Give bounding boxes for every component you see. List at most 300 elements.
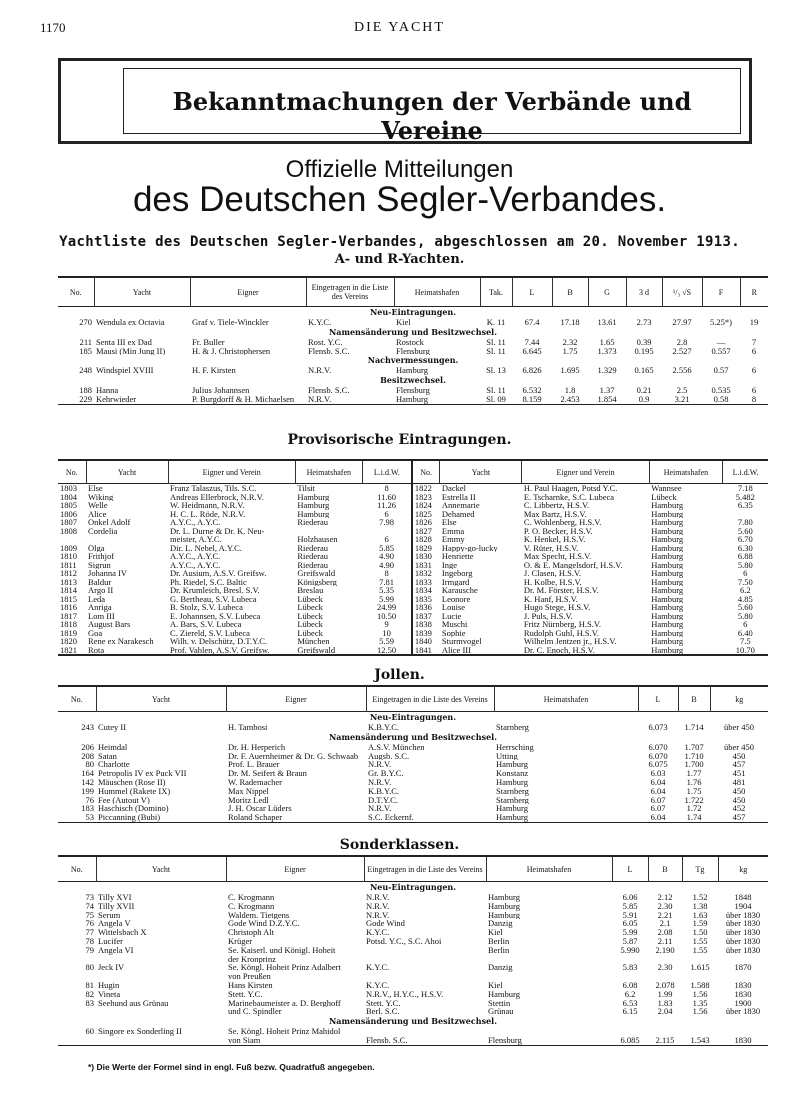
table-cell: über 1830 (725, 910, 761, 920)
table-cell: 1820 (60, 637, 77, 646)
table-cell: J. Puls, H.S.V. (523, 611, 573, 620)
table-cell: A.Y.C., A.Y.C. (170, 518, 221, 527)
table-cell: K.Y.C. (366, 980, 390, 990)
table-cell: 5.482 (735, 492, 755, 501)
subsection-title: Nachvermessungen. (367, 355, 459, 366)
table-cell: Stett. Y.C. (366, 998, 401, 1008)
table-cell (362, 527, 412, 536)
table-cell: 183 (81, 804, 94, 814)
table-cell: W. Rademacher (228, 777, 282, 787)
table-cell: 248 (79, 366, 92, 376)
table-row (58, 527, 768, 536)
table-cell: Dr. F. Auernheimer & Dr. G. Schwaab (228, 751, 359, 761)
table-cell: Hamburg (651, 577, 684, 586)
table-cell: Ingeborg (441, 569, 473, 578)
table-cell: N.R.V. (308, 366, 332, 376)
subsection-row (58, 882, 768, 894)
column-header: Tak. (480, 277, 512, 307)
table-cell: 1.373 (597, 346, 617, 356)
table-cell: 450 (732, 786, 746, 796)
table-cell: 1830 (734, 980, 752, 990)
table-row (58, 902, 768, 911)
table-cell: P. O. Becker, H.S.V. (523, 526, 593, 535)
table-cell: über 1830 (725, 936, 761, 946)
table-cell: 11.26 (377, 501, 396, 510)
table-cell: 6 (384, 535, 389, 544)
table-cell: Leda (88, 594, 106, 603)
table-cell: 164 (81, 769, 94, 778)
table-cell: J. H. Oscar Lüders (228, 804, 292, 814)
table-row (58, 955, 768, 964)
table-cell: 2.8 (676, 337, 688, 347)
table-cell: Hamburg (496, 804, 528, 814)
table-cell: S.C. Eckernf. (368, 813, 414, 823)
table-cell: 73 (85, 893, 94, 902)
table-cell: über 1830 (725, 1007, 761, 1017)
table-cell: München (297, 637, 330, 646)
subsection-row (58, 375, 768, 386)
table-cell: 1.75 (562, 346, 578, 356)
table-cell: Lom III (88, 611, 115, 620)
table-cell: Wendula ex Octavia (96, 318, 165, 327)
table-cell: 1830 (734, 1035, 752, 1045)
table-cell: Breslau (297, 586, 324, 595)
table-cell: N.R.V. (368, 760, 392, 770)
table-cell: Argo II (88, 586, 114, 595)
table-cell: 6.05 (622, 919, 638, 929)
table-row (58, 578, 768, 587)
table-cell: 77 (85, 928, 94, 937)
table-cell: 1826 (412, 518, 440, 527)
table-cell: Berlin (488, 936, 510, 946)
table-row (58, 501, 768, 510)
table-cell: Kiel (488, 980, 503, 990)
table-cell (295, 527, 362, 536)
table-cell: Dackel (441, 483, 466, 493)
table-cell: Krüger (228, 936, 253, 946)
provisional-heading: Provisorische Eintragungen. (287, 432, 512, 448)
table-cell: 1812 (60, 569, 77, 578)
table-cell: 229 (79, 394, 92, 404)
subsection-title: Namensänderung und Besitzwechsel. (328, 731, 497, 742)
table-cell (723, 510, 768, 519)
table-cell: 6.645 (522, 346, 542, 356)
table-cell: Konstanz (496, 769, 529, 778)
table-cell: Sl. 11 (486, 337, 506, 347)
table-cell: 452 (732, 804, 746, 814)
table-cell: Hamburg (651, 569, 684, 578)
table-cell: E. Tscharnke, S.C. Lubeca (523, 492, 615, 501)
table-cell: Flensb. S.C. (308, 386, 350, 395)
intro-heading-2: des Deutschen Segler-Verbandes. (132, 180, 667, 219)
table-cell: 270 (79, 318, 92, 327)
table-cell: Rota (88, 645, 105, 655)
table-row (58, 778, 768, 787)
table-row (58, 493, 768, 502)
table-cell: 1839 (412, 629, 440, 638)
table-row (58, 561, 768, 570)
table-cell: Hamburg (297, 492, 330, 501)
table-cell: 2.1 (659, 919, 671, 929)
table-cell: Angela V (98, 919, 131, 929)
table-cell: Onkel Adolf (88, 518, 131, 527)
table-cell: Berl. S.C. (366, 1007, 400, 1017)
table-cell: D.T.Y.C. (368, 795, 398, 805)
table-row (58, 552, 768, 561)
table-row (58, 919, 768, 928)
table-cell: Sturmvogel (441, 637, 482, 646)
table-cell: 9 (384, 620, 389, 629)
table-cell: 1813 (60, 577, 77, 586)
table-cell: 1.59 (692, 919, 708, 929)
table-row (58, 787, 768, 796)
table-cell: 1.55 (692, 945, 708, 955)
table-cell: 1831 (412, 561, 440, 570)
table-cell: Senta III ex Dad (96, 337, 152, 347)
table-cell: Louise (441, 603, 466, 612)
table-cell: Prof. L. Brauer (228, 760, 280, 770)
table-cell: 5.87 (622, 936, 638, 946)
table-cell: 2.32 (562, 337, 578, 347)
table-row (58, 338, 768, 347)
table-cell: 53 (85, 813, 94, 823)
table-cell: Prof. Vahlen, A.S.V. Greifsw. (170, 645, 270, 655)
table-cell: 0.39 (636, 337, 652, 347)
table-cell: N.R.V. (366, 910, 390, 920)
table-cell: Rudolph Guhl, H.S.V. (523, 628, 599, 637)
table-cell: K. 11 (486, 318, 506, 327)
ar-yachts-table (58, 276, 768, 405)
table-cell (718, 1027, 768, 1036)
table-cell: Dr. Ausium, A.S.V. Greifsw. (170, 569, 267, 578)
table-cell: Utting (496, 751, 518, 761)
table-cell: Danzig (488, 963, 513, 973)
column-header: R (740, 277, 768, 307)
table-cell (682, 1027, 718, 1036)
table-cell: 1828 (412, 535, 440, 544)
table-cell: Hamburg (488, 901, 520, 911)
table-cell: 5.60 (737, 526, 753, 535)
table-cell: Singore ex Sonderling II (98, 1027, 182, 1036)
table-cell: Hanna (96, 386, 119, 395)
table-cell: Dr. M. Förster, H.S.V. (523, 586, 599, 595)
column-header: Heimatshafen (295, 460, 362, 484)
page-number: 1170 (40, 20, 66, 35)
subsection-title: Neu-Eintragungen. (369, 882, 457, 892)
table-cell: Dr. Krumleich, Bresl. S.V. (170, 586, 260, 595)
column-header: Yacht (96, 856, 226, 882)
table-cell: Cutey II (98, 723, 127, 732)
column-header: Eigner (226, 686, 366, 712)
table-cell (612, 955, 648, 964)
table-cell (86, 535, 168, 544)
table-cell: A. Bars, S.V. Lubeca (170, 620, 242, 629)
table-cell: Dr. H. Herperich (228, 742, 286, 752)
table-cell: Wannsee (651, 483, 682, 493)
table-cell: 1.710 (684, 751, 704, 761)
table-row (58, 1027, 768, 1036)
table-cell: 78 (85, 936, 94, 946)
table-cell: über 1830 (725, 919, 761, 929)
table-cell: 1837 (412, 612, 440, 621)
table-cell (58, 1007, 96, 1016)
table-row (58, 612, 768, 621)
table-cell: 6.53 (622, 998, 638, 1008)
subsection-row (58, 327, 768, 338)
table-cell: Hugin (98, 980, 120, 990)
table-cell: 4.85 (737, 594, 753, 603)
table-cell (648, 955, 682, 964)
table-cell: Sigrun (88, 560, 111, 569)
table-cell (648, 972, 682, 981)
table-cell: 1.50 (692, 928, 708, 937)
table-cell: 5.59 (379, 637, 394, 646)
section-banner (58, 58, 752, 144)
table-cell: 1.854 (597, 394, 617, 404)
table-cell: Hamburg (651, 620, 684, 629)
table-cell: meister, A.Y.C. (170, 535, 222, 544)
table-cell: Sl. 11 (486, 386, 506, 395)
table-cell: Sl. 09 (486, 394, 506, 404)
table-cell: Jeck IV (98, 963, 125, 973)
table-cell: Fritz Nürnberg, H.S.V. (523, 620, 602, 629)
subsection-row (58, 307, 768, 319)
table-cell: 6.70 (737, 535, 753, 544)
table-cell: 450 (732, 795, 746, 805)
table-cell: 6.04 (650, 813, 666, 823)
table-cell: Flensburg (488, 1035, 522, 1045)
table-cell: 5.80 (737, 611, 753, 620)
table-cell (718, 955, 768, 964)
table-cell: 1.76 (686, 777, 702, 787)
table-cell: A.Y.C., A.Y.C. (170, 552, 221, 561)
table-cell: über 450 (724, 742, 754, 752)
table-cell: 1840 (412, 637, 440, 646)
column-header: No. (70, 694, 83, 704)
table-cell: Anriga (88, 603, 112, 612)
table-cell: K. Henkel, H.S.V. (523, 535, 586, 544)
table-cell: 1.56 (692, 1007, 708, 1017)
table-cell: 243 (81, 723, 94, 732)
table-cell: 2.5 (676, 386, 688, 395)
table-row (58, 804, 768, 813)
table-cell: 5.990 (620, 945, 640, 955)
table-cell (58, 972, 96, 981)
table-cell: Greifswald (297, 569, 336, 578)
table-cell: Max Nippel (228, 786, 269, 796)
table-cell: — (716, 337, 726, 347)
table-cell: Hamburg (651, 603, 684, 612)
table-cell: Marinebaumeister a. D. Berghoff (228, 998, 341, 1008)
table-cell: Dehamed (441, 509, 475, 518)
column-header: Yacht (94, 277, 190, 307)
table-cell: 1.35 (692, 998, 708, 1008)
table-cell: H. Paul Haagen, Potsd Y.C. (523, 483, 618, 493)
table-cell (96, 1007, 226, 1016)
table-cell: N.R.V. (366, 893, 390, 902)
table-cell: N.R.V. (368, 777, 392, 787)
table-cell: Johanna IV (88, 569, 127, 578)
table-row (58, 586, 768, 595)
table-cell: 1823 (412, 493, 440, 502)
table-cell (612, 1027, 648, 1036)
table-cell: Lübeck (651, 492, 677, 501)
table-cell: 0.57 (713, 366, 729, 376)
table-cell: Franz Talaszus, Tils. S.C. (170, 483, 257, 493)
table-cell: Dr. M. Seifert & Braun (228, 769, 307, 778)
table-cell: E. Johannsen, S.V. Lubeca (170, 611, 261, 620)
table-cell: 6 (384, 509, 389, 518)
table-cell: Fr. Buller (192, 337, 225, 347)
table-cell: Greifswald (297, 645, 336, 655)
table-cell: 6 (751, 386, 757, 395)
table-cell: 6.07 (650, 804, 666, 814)
table-cell: Hamburg (651, 586, 684, 595)
table-cell: Heimdal (98, 742, 128, 752)
table-cell: 5.83 (622, 963, 638, 973)
table-cell: Hans Kirsten (228, 980, 273, 990)
table-cell: 4.90 (379, 552, 394, 561)
table-cell: 10.50 (377, 611, 397, 620)
table-cell: Else (441, 518, 457, 527)
table-cell: Hamburg (651, 501, 684, 510)
table-row (58, 1036, 768, 1045)
column-header: Eigner (226, 856, 364, 882)
column-header: Heimatshafen (494, 686, 638, 712)
banner-inner-frame (123, 68, 741, 145)
table-cell: 1.55 (692, 936, 708, 946)
table-cell: 1805 (60, 501, 77, 510)
table-cell: K.Y.C. (366, 963, 390, 973)
table-cell: N.R.V. (308, 394, 332, 404)
table-cell: Alice III (441, 645, 471, 655)
column-header: Heimatshafen (649, 460, 722, 484)
table-cell: Starnberg (496, 723, 529, 732)
table-cell: Hamburg (396, 394, 428, 404)
table-cell: 0.165 (634, 366, 654, 376)
table-cell: 2.73 (636, 318, 652, 327)
table-cell: 1.75 (686, 786, 702, 796)
table-cell: von Preußen (228, 972, 271, 981)
column-header: G (588, 277, 626, 307)
table-row (58, 595, 768, 604)
column-header: Tg (682, 856, 718, 882)
table-cell: K. Hanf, H.S.V. (523, 594, 578, 603)
table-cell: 6.532 (522, 386, 542, 395)
table-cell: Emma (441, 526, 465, 535)
jollen-table (58, 685, 768, 823)
table-row (58, 510, 768, 519)
table-cell: Tilly XVII (98, 901, 135, 911)
subsection-title: Besitzwechsel. (380, 375, 446, 386)
table-cell: 1833 (412, 578, 440, 587)
table-cell: 6.30 (737, 543, 753, 552)
table-cell: V. Rüter, H.S.V. (523, 543, 579, 552)
table-cell: 82 (85, 989, 94, 999)
table-cell: 451 (732, 769, 746, 778)
table-cell: 1.38 (692, 901, 708, 911)
subsection-title: Namensänderung und Besitzwechsel. (328, 326, 497, 337)
table-cell: Irmgard (441, 577, 470, 586)
table-cell: Gode Wind D.Z.Y.C. (228, 919, 300, 929)
table-cell: 6 (751, 366, 757, 376)
table-cell: 1810 (60, 552, 77, 561)
table-cell: G. Bertheau, S.V. Lubeca (170, 594, 257, 603)
table-cell: 1.72 (686, 804, 702, 814)
table-cell: 1830 (734, 989, 752, 999)
table-cell: 10.70 (735, 645, 755, 655)
table-cell: 5.99 (379, 594, 394, 603)
banner-title: Bekanntmachungen der Verbände und Vereine (172, 87, 692, 145)
table-cell: 6.06 (622, 893, 638, 902)
table-cell: Gode Wind (366, 919, 405, 929)
table-cell: Olga (88, 543, 105, 552)
subsection-title: Neu-Eintragungen. (369, 712, 457, 722)
column-header: L (512, 277, 552, 307)
table-cell (364, 972, 486, 981)
table-cell: 1.63 (692, 910, 708, 920)
column-header: 3 d (626, 277, 662, 307)
table-cell: Hamburg (396, 366, 428, 376)
table-cell: 1836 (412, 603, 440, 612)
table-row (58, 813, 768, 822)
table-cell: Riederau (297, 543, 329, 552)
table-cell: Stett. Y.C. (228, 989, 263, 999)
table-cell: 4.90 (379, 560, 394, 569)
table-cell: 1.707 (684, 742, 704, 752)
table-cell: 6.085 (620, 1035, 640, 1045)
table-cell: Wiking (88, 492, 114, 501)
table-cell: 5.80 (737, 560, 753, 569)
table-cell: 0.195 (634, 346, 654, 356)
table-cell: und C. Spindler (228, 1007, 282, 1017)
table-cell: Hamburg (651, 637, 684, 646)
table-cell: Estrella II (441, 492, 476, 501)
table-cell: 6.40 (737, 628, 753, 637)
column-header: Eigner (190, 277, 306, 307)
column-header: L (638, 686, 678, 712)
table-cell (612, 972, 648, 981)
table-row (58, 535, 768, 544)
table-cell: C. Ziereld, S.V. Lubeca (170, 628, 250, 637)
table-cell: W. Heidmann, N.R.V. (170, 501, 245, 510)
table-cell: O. & E. Mangelsdorf, H.S.V. (523, 560, 623, 569)
table-cell: 6.88 (737, 552, 753, 561)
column-header: L (612, 856, 648, 882)
table-cell: 1904 (734, 901, 752, 911)
table-cell: Potsd. Y.C., S.C. Ahoi (366, 936, 442, 946)
table-cell: 2.078 (655, 980, 675, 990)
table-cell: 1832 (412, 569, 440, 578)
table-cell: Frithjof (88, 552, 115, 561)
table-cell: 7.50 (737, 577, 753, 586)
table-cell: Hamburg (651, 628, 684, 637)
table-cell: Dr. C. Enoch, H.S.V. (523, 645, 595, 655)
column-header: Eigner und Verein (522, 460, 649, 484)
table-cell: Ph. Riedel, S.C. Baltic (170, 577, 247, 586)
table-cell: K.B.Y.C. (368, 786, 400, 796)
table-cell: A.Y.C., A.Y.C. (170, 560, 221, 569)
table-cell: 80 (85, 760, 94, 770)
table-cell: August Bars (88, 620, 131, 629)
table-cell (364, 1027, 486, 1036)
column-header: B (678, 686, 710, 712)
column-header: Yacht (96, 686, 226, 712)
table-cell: B. Stolz, S.V. Lubeca (170, 603, 243, 612)
table-cell: 3.21 (674, 394, 690, 404)
table-cell: 450 (732, 751, 746, 761)
table-cell: Rost. Y.C. (308, 337, 343, 347)
